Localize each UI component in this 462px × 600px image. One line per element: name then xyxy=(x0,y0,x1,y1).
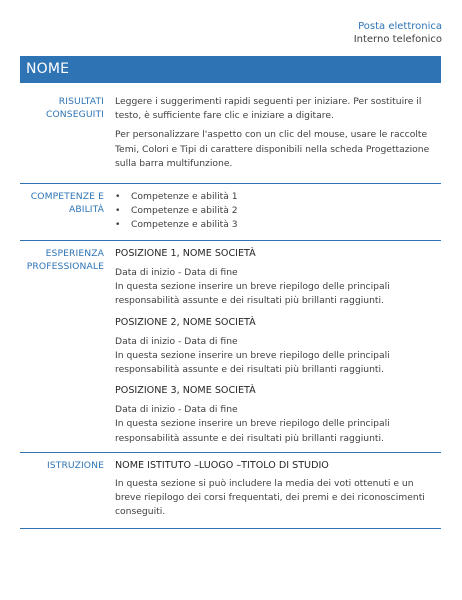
contact-phone[interactable]: Interno telefonico xyxy=(353,34,442,45)
skill-item[interactable]: • Competenze e abilità 1 xyxy=(115,190,441,204)
job-entry xyxy=(115,384,441,446)
job-dates[interactable]: Data di inizio - Data di fine xyxy=(115,404,238,416)
skill-item[interactable]: • Competenze e abilità 2 xyxy=(115,204,441,218)
section-label-results xyxy=(20,95,104,171)
contact-info xyxy=(354,20,442,46)
section-body-education[interactable] xyxy=(115,459,441,520)
results-paragraph[interactable]: Per personalizzare l'aspetto con un clic del mouse, usare le raccolte Temi, Colori e Tipi di carattere disponibili nella scheda Progettazione sulla barra multifunzione. xyxy=(115,129,430,169)
job-entry xyxy=(115,247,441,309)
job-description[interactable]: In questa sezione inserire un breve riepilogo delle principali responsabilità assunte e dei risultati più brillanti raggiunti. xyxy=(115,281,390,307)
skills-list xyxy=(115,190,441,232)
section-label-line: CONSEGUITI xyxy=(45,109,104,120)
education-description[interactable]: In questa sezione si può includere la media dei voti ottenuti e un breve riepilogo dei corsi frequentati, dei premi e dei riconoscimenti conseguiti. xyxy=(115,477,425,518)
job-entry xyxy=(115,316,441,378)
contact-email[interactable]: Posta elettronica xyxy=(358,21,442,32)
section-education xyxy=(20,453,441,530)
job-description[interactable]: In questa sezione inserire un breve riepilogo delle principali responsabilità assunte e dei risultati più brillanti raggiunti. xyxy=(115,349,390,376)
job-title[interactable]: POSIZIONE 1, NOME SOCIETÀ xyxy=(115,248,256,260)
job-dates[interactable]: Data di inizio - Data di fine xyxy=(115,335,238,347)
name-banner xyxy=(20,56,441,83)
section-label-line: PROFESSIONALE xyxy=(26,261,104,273)
section-label-education xyxy=(20,459,104,520)
section-body-results[interactable] xyxy=(115,95,441,171)
job-description[interactable]: In questa sezione inserire un breve riepilogo delle principali responsabilità assunte e dei risultati più brillanti raggiunti. xyxy=(115,418,390,444)
section-results xyxy=(20,83,441,184)
section-label-line: RISULTATI xyxy=(58,96,104,107)
section-body-skills[interactable] xyxy=(115,190,441,232)
section-label-line: COMPETENZE E xyxy=(30,191,104,203)
education-title[interactable]: NOME ISTITUTO –LUOGO –TITOLO DI STUDIO xyxy=(115,459,329,471)
resume-sections xyxy=(20,83,441,529)
section-label-experience xyxy=(20,247,104,446)
section-body-experience[interactable] xyxy=(115,247,441,446)
job-title[interactable]: POSIZIONE 2, NOME SOCIETÀ xyxy=(115,316,256,328)
section-label-line: ISTRUZIONE xyxy=(46,459,104,471)
results-paragraph[interactable]: Leggere i suggerimenti rapidi seguenti per iniziare. Per sostituire il testo, è sufficiente fare clic e iniziare a digitare. xyxy=(115,96,422,122)
resume-name[interactable]: NOME xyxy=(26,61,70,77)
section-experience xyxy=(20,241,441,453)
section-label-line: ESPERIENZA xyxy=(45,248,104,260)
job-dates[interactable]: Data di inizio - Data di fine xyxy=(115,267,238,279)
section-skills xyxy=(20,184,441,241)
section-label-skills xyxy=(20,190,104,232)
job-title[interactable]: POSIZIONE 3, NOME SOCIETÀ xyxy=(115,385,256,397)
skill-item[interactable]: • Competenze e abilità 3 xyxy=(115,218,441,232)
section-label-line: ABILITÀ xyxy=(68,204,104,216)
